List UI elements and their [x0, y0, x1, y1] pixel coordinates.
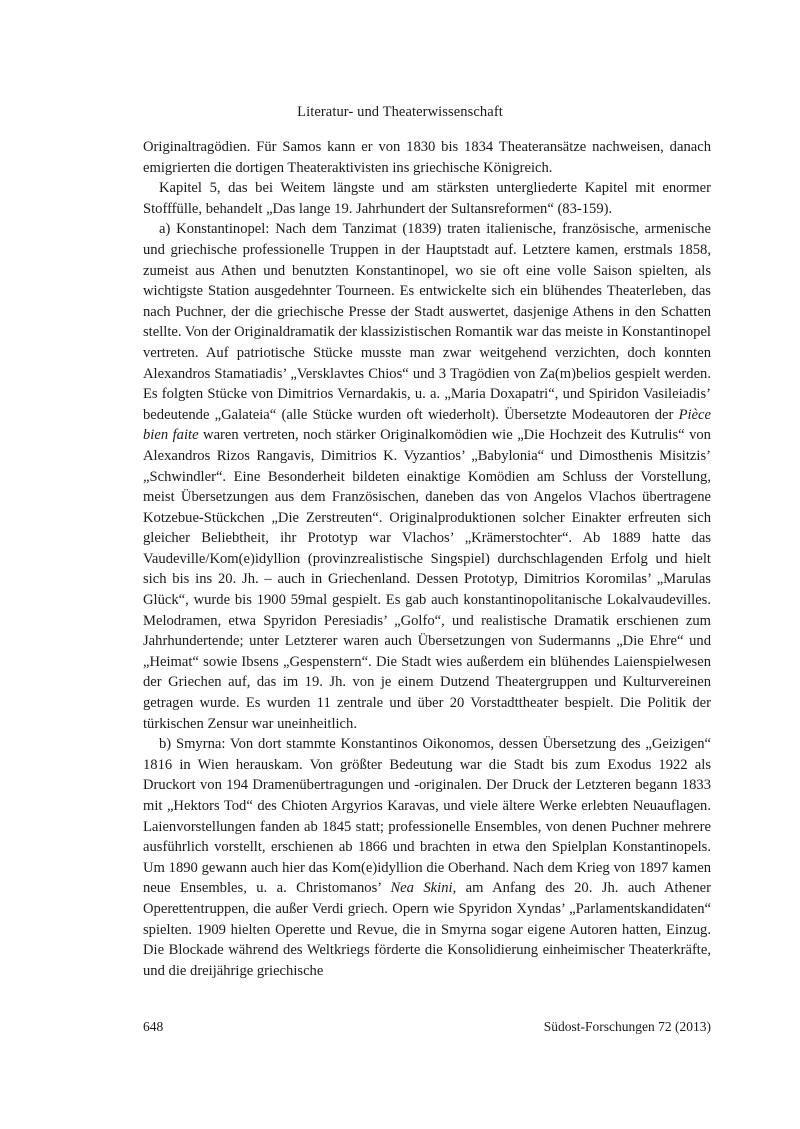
italic-piece-bien-faite: Pièce bien faite: [143, 406, 711, 444]
smyrna-text-start: b) Smyrna: Von dort stammte Konstantinos Oikonomos, dessen Übersetzung des „Geizigen“ 1816 in Wien herauskam. Von größter Bedeutung war die Stadt bis zum Exodus 1922 als Druckort von 194 Dramenübertragungen und -originalen. Der Druck der Letzteren begann 1833 mit „Hektors Tod“ des Chioten Argyrios Karavas, und viele ältere Werke erlebten Neuauflagen. Laienvorstellungen fanden ab 1845 statt; professionelle Ensembles, von denen Puchner mehrere ausführlich vorstellt, erschienen ab 1866 und brachten in etwa den Spielplan Konstantinopels. Um 1890 gewann auch hier das Kom(e)idyllion die Oberhand. Nach dem Krieg von 1897 kamen neue Ensembles, u. a. Christomanos’: [143, 736, 711, 897]
journal-citation: Südost-Forschungen 72 (2013): [543, 1019, 711, 1034]
running-header: Literatur- und Theaterwissenschaft: [297, 104, 503, 120]
italic-nea-skini: Nea Skini: [390, 880, 453, 897]
paragraph-konstantinopel: [143, 219, 711, 734]
smyrna-text-end: , am Anfang des 20. Jh. auch Athener Operettentruppen, die außer Verdi griech. Opern wie Spyridon Xyndas’ „Parlamentskandidaten“ spielten. 1909 hielten Operette und Revue, die in Smyrna sogar eigene Autoren hatten, Einzug. Die Blockade während des Weltkriegs förderte die Konsolidierung einheimischer Theaterkräfte, und die dreijährige griechische: [143, 880, 711, 979]
paragraph-smyrna: [143, 734, 711, 981]
konstantinopel-text-end: waren vertreten, noch stärker Originalkomödien wie „Die Hochzeit des Kutrulis“ von Alexandros Rizos Rangavis, Dimitrios K. Vyzantios’ „Babylonia“ und Dimosthenis Misitzis’ „Schwindler“. Eine Besonderheit bildeten einaktige Komödien am Schluss der Vorstellung, meist Übersetzungen aus dem Französischen, daneben das von Angelos Vlachos übertragene Kotzebue-Stückchen „Die Zerstreuten“. Originalproduktionen solcher Einakter erfreuten sich gleicher Beliebtheit, ihr Prototyp war Vlachos’ „Krämerstochter“. Ab 1889 hatte das Vaudeville/Kom(e)idyllion (provinzrealistische Singspiel) durchschlagenden Erfolg und hielt sich bis ins 20. Jh. – auch in Griechenland. Dessen Prototyp, Dimitrios Koromilas’ „Marulas Glück“, wurde bis 1900 59mal gespielt. Es gab auch konstantinopolitanische Lokalvaudevilles. Melodramen, etwa Spyridon Peresiadis’ „Golfo“, und realistische Dramatik erschienen zum Jahrhundertende; unter Letzterer waren auch Übersetzungen von Sudermanns „Die Ehre“ und „Heimat“ sowie Ibsens „Gespenstern“. Die Stadt wies außerdem ein blühendes Laienspielwesen der Griechen auf, das im 19. Jh. von je einem Dutzend Theatergruppen und Kulturvereinen getragen wurde. Es wurden 11 zentrale und über 20 Vorstadttheater bespielt. Die Politik der türkischen Zensur war uneinheitlich.: [143, 427, 711, 732]
paragraph-chapter-5: Kapitel 5, das bei Weitem längste und am stärksten untergliederte Kapitel mit enormer Stofffülle, behandelt „Das lange 19. Jahrhundert der Sultansreformen“ (83-159).: [143, 180, 711, 217]
paragraph-samos: Originaltragödien. Für Samos kann er von 1830 bis 1834 Theateransätze nachweisen, danach emigrierten die dortigen Theateraktivisten ins griechische Königreich.: [143, 139, 711, 176]
page-number: 648: [143, 1019, 164, 1034]
konstantinopel-text-start: a) Konstantinopel: Nach dem Tanzimat (1839) traten italienische, französische, armenische und griechische professionelle Truppen in der Hauptstadt auf. Letztere kamen, erstmals 1858, zumeist aus Athen und benutzten Konstantinopel, wo sie oft eine volle Saison spielten, als wichtigste Station ausgedehnter Tourneen. Es entwickelte sich ein blühendes Theaterleben, das nach Puchner, der die griechische Presse der Stadt auswertet, dasjenige Athens in den Schatten stellte. Von der Originaldramatik der klassizistischen Romantik war das meiste in Konstantinopel vertreten. Auf patriotische Stücke musste man zwar weitgehend verzichten, doch konnten Alexandros Stamatiadis’ „Versklavtes Chios“ und 3 Tragödien von Za(m)belios gespielt werden. Es folgten Stücke von Dimitrios Vernardakis, u. a. „Maria Doxapatri“, und Spiridon Vasileiadis’ bedeutende „Galateia“ (alle Stücke wurden oft wiederholt). Übersetzte Modeautoren der: [143, 221, 711, 423]
body-text: [143, 137, 711, 981]
